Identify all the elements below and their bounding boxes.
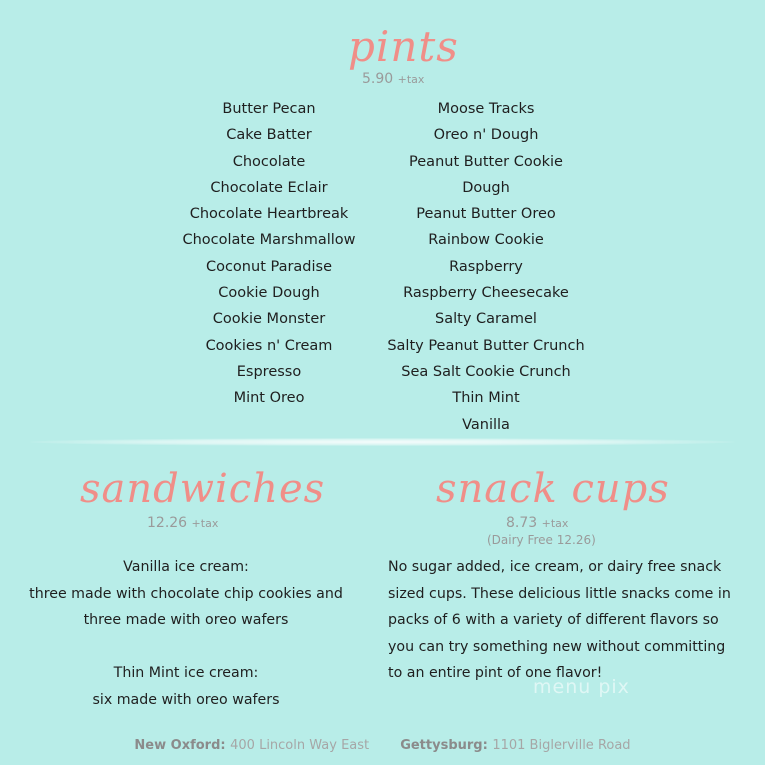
description-line: six made with oreo wafers bbox=[92, 691, 280, 708]
flavor-item: Cookie Dough bbox=[218, 285, 320, 302]
flavor-item: Cake Batter bbox=[226, 127, 312, 144]
pints-title: pints bbox=[348, 22, 459, 71]
flavor-item: Butter Pecan bbox=[222, 101, 316, 117]
description-line: three made with chocolate chip cookies and bbox=[29, 585, 343, 602]
flavor-item: Raspberry Cheesecake bbox=[403, 285, 569, 302]
location-label: New Oxford: bbox=[134, 738, 226, 753]
flavor-item: Sea Salt Cookie Crunch bbox=[401, 363, 571, 380]
flavor-item: Chocolate bbox=[232, 153, 306, 170]
snack-cups-dairy-free-price: (Dairy Free 12.26) bbox=[487, 533, 596, 547]
sandwiches-price-value: 12.26 bbox=[147, 515, 188, 531]
description-line: to an entire pint of one flavor! bbox=[388, 665, 603, 681]
pints-flavor-list-right bbox=[376, 96, 596, 438]
flavor-item: Rainbow Cookie bbox=[428, 232, 544, 249]
flavor-item: Mint Oreo bbox=[233, 390, 305, 407]
description-line: sized cups. These delicious little snacks come in bbox=[388, 585, 731, 602]
description-line: No sugar added, ice cream, or dairy free snack bbox=[388, 559, 722, 575]
pints-price-value: 5.90 bbox=[362, 71, 394, 87]
snack-cups-tax: +tax bbox=[541, 517, 569, 530]
sandwiches-tax: +tax bbox=[191, 517, 219, 530]
description-line bbox=[14, 634, 358, 661]
snack-cups-title: snack cups bbox=[436, 466, 670, 512]
description-line: Vanilla ice cream: bbox=[123, 559, 249, 575]
flavor-item: Chocolate Marshmallow bbox=[182, 232, 356, 249]
flavor-item: Salty Peanut Butter Crunch bbox=[387, 337, 585, 354]
sandwiches-description bbox=[14, 554, 358, 713]
watermark: menu pix bbox=[533, 676, 630, 698]
pints-price bbox=[362, 71, 424, 87]
snack-cups-price bbox=[506, 515, 568, 531]
flavor-item: Thin Mint bbox=[452, 390, 520, 407]
flavor-item: Salty Caramel bbox=[435, 311, 537, 328]
flavor-item: Cookie Monster bbox=[212, 311, 326, 328]
flavor-item: Oreo n' Dough bbox=[433, 127, 539, 144]
location-label: Gettysburg: bbox=[400, 738, 488, 753]
description-line: Thin Mint ice cream: bbox=[113, 665, 259, 681]
location-address: 400 Lincoln Way East bbox=[230, 738, 370, 753]
flavor-item: Vanilla bbox=[462, 416, 510, 433]
flavor-item: Cookies n' Cream bbox=[205, 337, 333, 354]
location-address: 1101 Biglerville Road bbox=[492, 738, 631, 753]
section-divider bbox=[30, 438, 735, 446]
flavor-item: Raspberry bbox=[449, 258, 523, 275]
flavor-item: Coconut Paradise bbox=[205, 258, 333, 275]
pints-flavor-list-left bbox=[169, 96, 369, 412]
description-line: packs of 6 with a variety of different flavors so bbox=[388, 612, 719, 628]
sandwiches-price bbox=[147, 515, 218, 531]
pints-tax: +tax bbox=[397, 73, 425, 86]
description-line: three made with oreo wafers bbox=[83, 612, 289, 628]
flavor-item: Dough bbox=[462, 179, 510, 196]
snack-cups-description bbox=[388, 554, 748, 687]
description-line: you can try something new without committing bbox=[388, 638, 726, 655]
snack-cups-price-value: 8.73 bbox=[506, 515, 538, 531]
flavor-item: Peanut Butter Cookie bbox=[409, 153, 563, 170]
sandwiches-title: sandwiches bbox=[80, 466, 326, 512]
flavor-item: Chocolate Eclair bbox=[210, 179, 328, 196]
flavor-item: Peanut Butter Oreo bbox=[416, 206, 556, 223]
flavor-item: Espresso bbox=[236, 363, 302, 380]
flavor-item: Moose Tracks bbox=[437, 101, 535, 117]
flavor-item: Chocolate Heartbreak bbox=[189, 206, 349, 223]
footer-locations bbox=[0, 738, 765, 753]
